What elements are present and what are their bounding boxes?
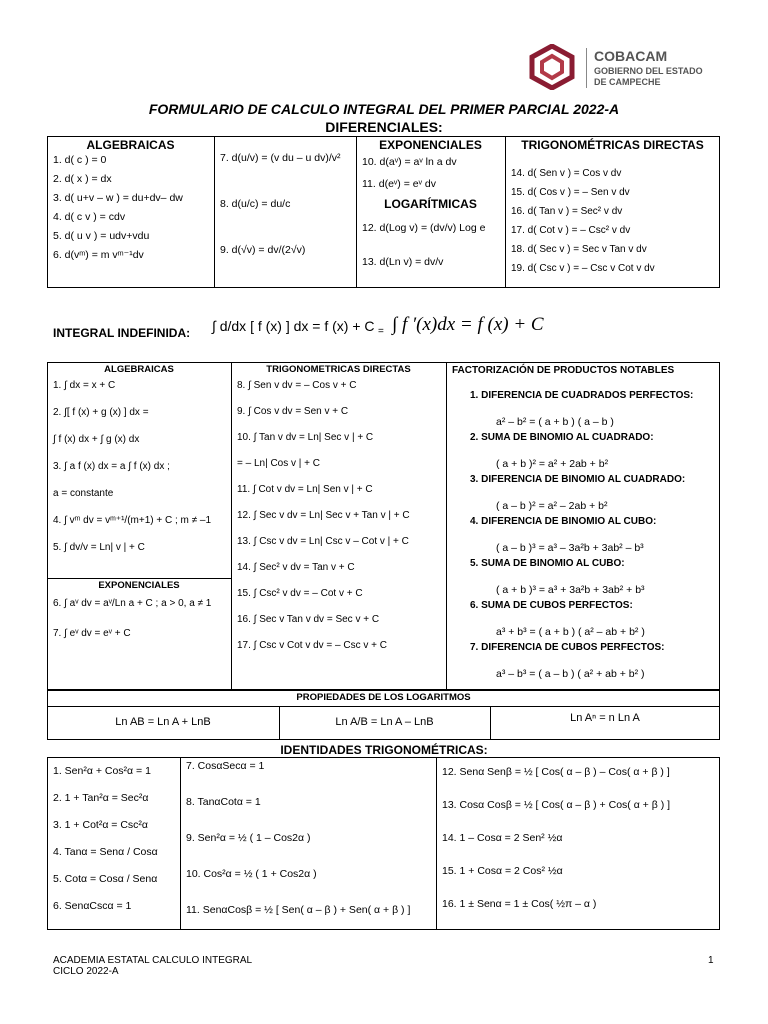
int-trig-item-5: 11. ∫ Cot v dv = Ln| Sen v | + C [237, 484, 373, 495]
dif-trig-item-2: 15. d( Cos v ) = – Sen v dv [511, 187, 630, 198]
dif-trig-item-5: 18. d( Sec v ) = Sec v Tan v dv [511, 244, 647, 255]
id-c2-item-2: 8. TanαCotα = 1 [186, 796, 261, 808]
int-trig-item-4: = – Ln| Cos v | + C [237, 458, 321, 469]
dif-trig-item-6: 19. d( Csc v ) = – Csc v Cot v dv [511, 263, 655, 274]
dif-trig-item-3: 16. d( Tan v ) = Sec² v dv [511, 206, 623, 217]
int-trig-item-3: 10. ∫ Tan v dv = Ln| Sec v | + C [237, 432, 374, 443]
fac-title-5: 5. SUMA DE BINOMIO AL CUBO: [470, 558, 625, 569]
int-alg-item-5: a = constante [53, 488, 114, 499]
id-c1-item-4: 4. Tanα = Senα / Cosα [53, 846, 158, 858]
id-c1-item-1: 1. Sen²α + Cos²α = 1 [53, 765, 151, 777]
int-exp-item-1: 6. ∫ aᵛ dv = aᵛ/Ln a + C ; a > 0, a ≠ 1 [53, 598, 212, 609]
dif-col2-item-1: 7. d(u/v) = (v du – u dv)/v² [220, 152, 341, 164]
logo-name: COBACAM [594, 48, 668, 64]
logaritmos-title: PROPIEDADES DE LOS LOGARITMOS [296, 692, 471, 703]
indefinida-formula2: ∫ f ′(x)dx = f (x) + C [392, 314, 544, 335]
fac-formula-1: a² – b² = ( a + b ) ( a – b ) [496, 416, 614, 428]
indefinida-label: INTEGRAL INDEFINIDA: [53, 326, 191, 340]
page-title: FORMULARIO DE CALCULO INTEGRAL DEL PRIMER PARCIAL 2022-A [148, 101, 620, 117]
fac-title-4: 4. DIFERENCIA DE BINOMIO AL CUBO: [470, 516, 657, 527]
id-c3-item-3: 14. 1 – Cosα = 2 Sen² ½α [442, 832, 563, 844]
exponenciales-title: EXPONENCIALES [379, 138, 482, 152]
id-c2-item-3: 9. Sen²α = ½ ( 1 – Cos2α ) [186, 832, 311, 844]
fac-formula-4: ( a – b )³ = a³ – 3a²b + 3ab² – b³ [496, 542, 644, 554]
diferenciales-heading: DIFERENCIALES: [325, 119, 443, 135]
dif-alg-item-3: 3. d( u+v – w ) = du+dv– dw [53, 192, 183, 204]
int-alg-item-2: 2. ∫[ f (x) + g (x) ] dx = [53, 407, 149, 418]
fac-title-3: 3. DIFERENCIA DE BINOMIO AL CUADRADO: [470, 474, 686, 485]
fac-formula-2: ( a + b )² = a² + 2ab + b² [496, 458, 609, 470]
id-c3-item-1: 12. Senα Senβ = ½ [ Cos( α – β ) – Cos( α + β ) ] [442, 766, 670, 778]
id-c3-item-5: 16. 1 ± Senα = 1 ± Cos( ½π – α ) [442, 898, 597, 910]
id-c2-item-4: 10. Cos²α = ½ ( 1 + Cos2α ) [186, 868, 317, 880]
dif-alg-item-6: 6. d(vᵐ) = m vᵐ⁻¹dv [53, 249, 144, 261]
int-trig-item-6: 12. ∫ Sec v dv = Ln| Sec v + Tan v | + C [237, 510, 410, 521]
dif-exp-item-2: 11. d(eᵛ) = eᵛ dv [362, 178, 436, 190]
fac-title-7: 7. DIFERENCIA DE CUBOS PERFECTOS: [470, 642, 665, 653]
fac-formula-7: a³ – b³ = ( a – b ) ( a² + ab + b² ) [496, 668, 645, 680]
logaritmicas-title: LOGARÍTMICAS [384, 197, 477, 211]
int-trig-item-7: 13. ∫ Csc v dv = Ln| Csc v – Cot v | + C [237, 536, 409, 547]
identidades-title: IDENTIDADES TRIGONOMÉTRICAS: [280, 743, 488, 757]
dif-alg-item-4: 4. d( c v ) = cdv [53, 211, 126, 223]
fac-formula-5: ( a + b )³ = a³ + 3a²b + 3ab² + b³ [496, 584, 645, 596]
id-c1-item-2: 2. 1 + Tan²α = Sec²α [53, 792, 149, 804]
footer-line1: ACADEMIA ESTATAL CALCULO INTEGRAL [53, 955, 253, 966]
dif-exp-item-1: 10. d(aᵛ) = aᵛ ln a dv [362, 156, 457, 168]
int-trig-item-10: 16. ∫ Sec v Tan v dv = Sec v + C [237, 614, 380, 625]
int-trig-item-9: 15. ∫ Csc² v dv = – Cot v + C [237, 588, 363, 599]
int-alg-item-6: 4. ∫ vᵐ dv = vᵐ⁺¹/(m+1) + C ; m ≠ –1 [53, 515, 212, 526]
page-number: 1 [708, 955, 714, 966]
logo-line2: DE CAMPECHE [594, 77, 661, 87]
fac-title-1: 1. DIFERENCIA DE CUADRADOS PERFECTOS: [470, 390, 694, 401]
id-c2-item-5: 11. SenαCosβ = ½ [ Sen( α – β ) + Sen( α + β ) ] [186, 904, 411, 916]
id-c2-item-1: 7. CosαSecα = 1 [186, 760, 265, 772]
id-c1-item-5: 5. Cotα = Cosα / Senα [53, 873, 158, 885]
dif-log-item-1: 12. d(Log v) = (dv/v) Log e [362, 222, 486, 234]
int-trig-item-1: 8. ∫ Sen v dv = – Cos v + C [237, 380, 357, 391]
id-c1-item-6: 6. SenαCscα = 1 [53, 900, 132, 912]
int-alg-item-3: ∫ f (x) dx + ∫ g (x) dx [53, 434, 140, 445]
int-exp-item-2: 7. ∫ eᵛ dv = eᵛ + C [53, 628, 131, 639]
algebraicas-title: ALGEBRAICAS [86, 138, 175, 152]
id-c1-item-3: 3. 1 + Cot²α = Csc²α [53, 819, 149, 831]
int-exp-title: EXPONENCIALES [98, 580, 180, 591]
log-prop-1: Ln AB = Ln A + LnB [115, 716, 211, 728]
logo [528, 44, 748, 90]
dif-alg-item-5: 5. d( u v ) = udv+vdu [53, 230, 150, 242]
fac-formula-6: a³ + b³ = ( a + b ) ( a² – ab + b² ) [496, 626, 645, 638]
int-alg-title: ALGEBRAICAS [104, 364, 174, 375]
dif-col2-item-2: 8. d(u/c) = du/c [220, 198, 291, 210]
int-alg-item-1: 1. ∫ dx = x + C [53, 380, 116, 391]
id-c3-item-4: 15. 1 + Cosα = 2 Cos² ½α [442, 865, 563, 877]
fac-title-2: 2. SUMA DE BINOMIO AL CUADRADO: [470, 432, 654, 443]
dif-col2-item-3: 9. d(√v) = dv/(2√v) [220, 244, 306, 256]
int-alg-item-7: 5. ∫ dv/v = Ln| v | + C [53, 542, 145, 553]
int-trig-item-8: 14. ∫ Sec² v dv = Tan v + C [237, 562, 355, 573]
dif-trig-item-4: 17. d( Cot v ) = – Csc² v dv [511, 225, 631, 236]
dif-alg-item-2: 2. d( x ) = dx [53, 173, 112, 185]
dif-log-item-2: 13. d(Ln v) = dv/v [362, 256, 444, 268]
indefinida-formula1: ∫ d/dx [ f (x) ] dx = f (x) + C [212, 318, 375, 334]
id-c3-item-2: 13. Cosα Cosβ = ½ [ Cos( α – β ) + Cos( α + β ) ] [442, 799, 671, 811]
fac-formula-3: ( a – b )² = a² – 2ab + b² [496, 500, 608, 512]
cobacam-logo-icon [528, 44, 576, 90]
int-trig-item-11: 17. ∫ Csc v Cot v dv = – Csc v + C [237, 640, 388, 651]
dif-alg-item-1: 1. d( c ) = 0 [53, 154, 107, 166]
fac-title-6: 6. SUMA DE CUBOS PERFECTOS: [470, 600, 633, 611]
dif-trig-item-1: 14. d( Sen v ) = Cos v dv [511, 168, 622, 179]
fac-title: FACTORIZACIÓN DE PRODUCTOS NOTABLES [452, 365, 675, 376]
footer-line2: CICLO 2022-A [53, 966, 119, 977]
logo-line1: GOBIERNO DEL ESTADO [594, 66, 703, 76]
log-prop-2: Ln A/B = Ln A – LnB [335, 716, 434, 728]
trig-title: TRIGONOMÉTRICAS DIRECTAS [521, 138, 704, 152]
indefinida-eq: = [378, 326, 384, 337]
int-trig-item-2: 9. ∫ Cos v dv = Sen v + C [237, 406, 349, 417]
int-trig-title: TRIGONOMETRICAS DIRECTAS [266, 364, 411, 375]
int-alg-item-4: 3. ∫ a f (x) dx = a ∫ f (x) dx ; [53, 461, 170, 472]
log-prop-3: Ln Aⁿ = n Ln A [570, 712, 640, 724]
